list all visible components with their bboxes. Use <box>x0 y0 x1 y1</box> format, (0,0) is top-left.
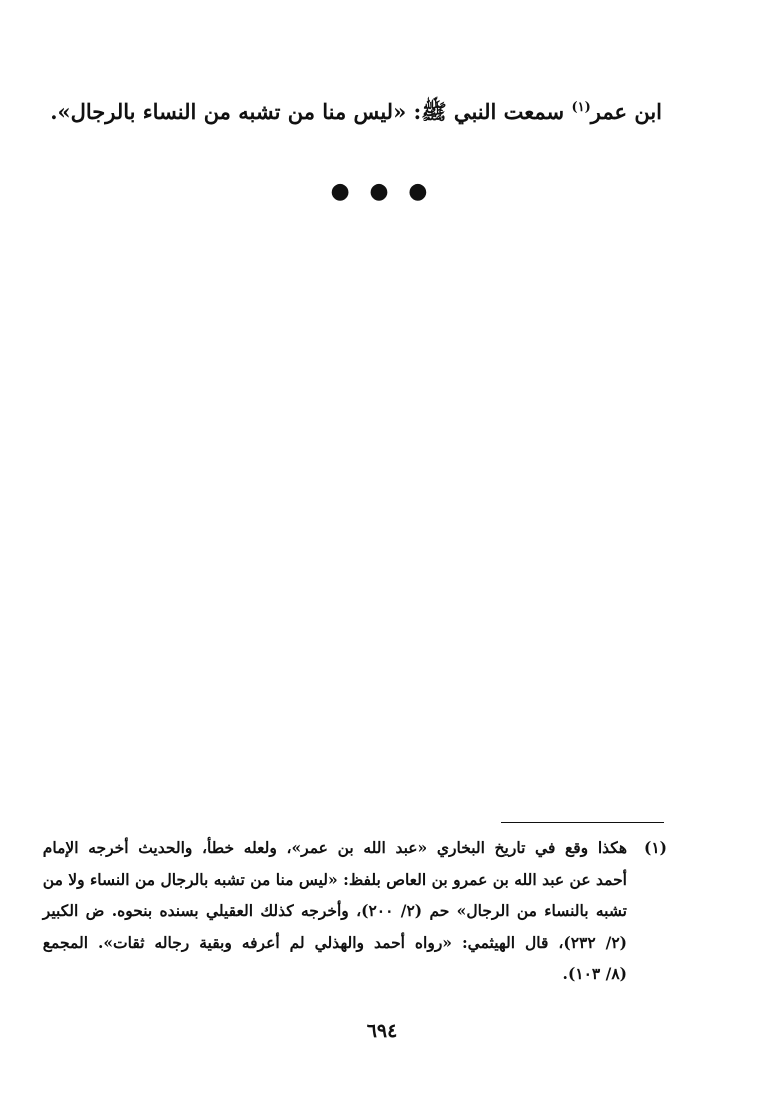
section-separator: ● ● ● <box>330 178 434 204</box>
main-hadith-text <box>50 92 662 132</box>
footnotes-section <box>42 832 667 990</box>
footnote-number: (١) <box>643 838 667 857</box>
footnote-line: (٨/ ١٠٣). <box>562 964 627 983</box>
footnote-line: (٢/ ٢٣٢)، قال الهيثمي: «رواه أحمد والهذلي لم أعرفه وبقية رجاله ثقات». المجمع <box>42 932 627 952</box>
footnote-line: هكذا وقع في تاريخ البخاري «عبد الله بن عمر»، ولعله خطأ، والحديث أخرجه الإمام <box>42 838 627 857</box>
footnote-body <box>43 832 627 990</box>
footnote-line: تشبه بالنساء من الرجال» حم (٢/ ٢٠٠)، وأخرجه كذلك العقيلي بسنده بنحوه. ض الكبير <box>42 901 627 920</box>
main-text-opening: ابن عمر <box>590 99 662 124</box>
footnote-divider <box>501 822 664 823</box>
footnote-line: أحمد عن عبد الله بن عمرو بن العاص بلفظ: «ليس منا من تشبه بالرجال من النساء ولا من <box>42 869 627 889</box>
page-number: ٦٩٤ <box>366 1020 398 1042</box>
footnote-1 <box>42 832 667 990</box>
main-text-quote: سمعت النبي ﷺ: «ليس منا من تشبه من النساء بالرجال». <box>50 99 572 124</box>
footnote-reference: (١) <box>571 100 591 115</box>
